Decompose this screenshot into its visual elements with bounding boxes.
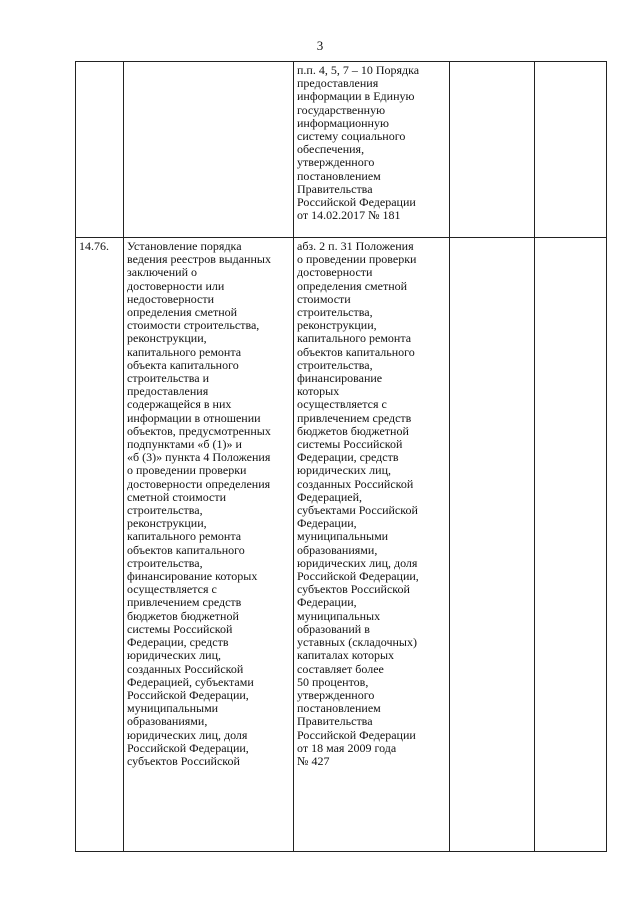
row-number: 14.76. xyxy=(79,239,109,253)
reference-cell xyxy=(294,238,450,852)
description-cell xyxy=(124,238,294,852)
document-table xyxy=(75,61,607,852)
reference-text: абз. 2 п. 31 Положения о проведении проверки достоверности определения сметной стоимости строительства, реконструкции, капитального ремонта объектов капитального строительства, финансирование которых осуществляется с привлечением средств бюджетов бюджетной системы Российской Федерации, средств юридических лиц, созданных Российской Федерацией, субъектами Российской Федерации, муниципальными образованиями, юридических лиц, доля Российской Федерации, субъектов Российской Федерации, муниципальных образований в уставных (складочных) капиталах которых составляет более 50 процентов, утвержденного постановлением Правительства Российской Федерации от 18 мая 2009 года № 427 xyxy=(297,239,419,768)
description-text: Установление порядка ведения реестров выданных заключений о достоверности или недостоверности определения сметной стоимости строительства, реконструкции, капитального ремонта объекта капитального строительства и предоставления содержащейся в них информации в отношении объектов, предусмотренных подпунктами «б (1)» и «б (3)» пункта 4 Положения о проведении проверки достоверности определения сметной стоимости строительства, реконструкции, капитального ремонта объектов капитального строительства, финансирование которых осуществляется с привлечением средств бюджетов бюджетной системы Российской Федерации, средств юридических лиц, созданных Российской Федерацией, субъектами Российской Федерации, муниципальными образованиями, юридических лиц, доля Российской Федерации, субъектов Российской xyxy=(127,239,271,768)
table-row xyxy=(76,238,607,852)
row-number-cell xyxy=(76,238,124,852)
page-number: 3 xyxy=(316,38,324,53)
extra-cell-2 xyxy=(535,238,607,852)
table-row xyxy=(76,62,607,238)
extra-cell-1 xyxy=(450,62,535,238)
row-number-cell xyxy=(76,62,124,238)
reference-text: п.п. 4, 5, 7 – 10 Порядка предоставления информации в Единую государственную информационную систему социального обеспечения, утвержденного постановлением Правительства Российской Федерации от 14.02.2017 № 181 xyxy=(297,63,420,223)
extra-cell-2 xyxy=(535,62,607,238)
extra-cell-1 xyxy=(450,238,535,852)
description-cell xyxy=(124,62,294,238)
reference-cell xyxy=(294,62,450,238)
